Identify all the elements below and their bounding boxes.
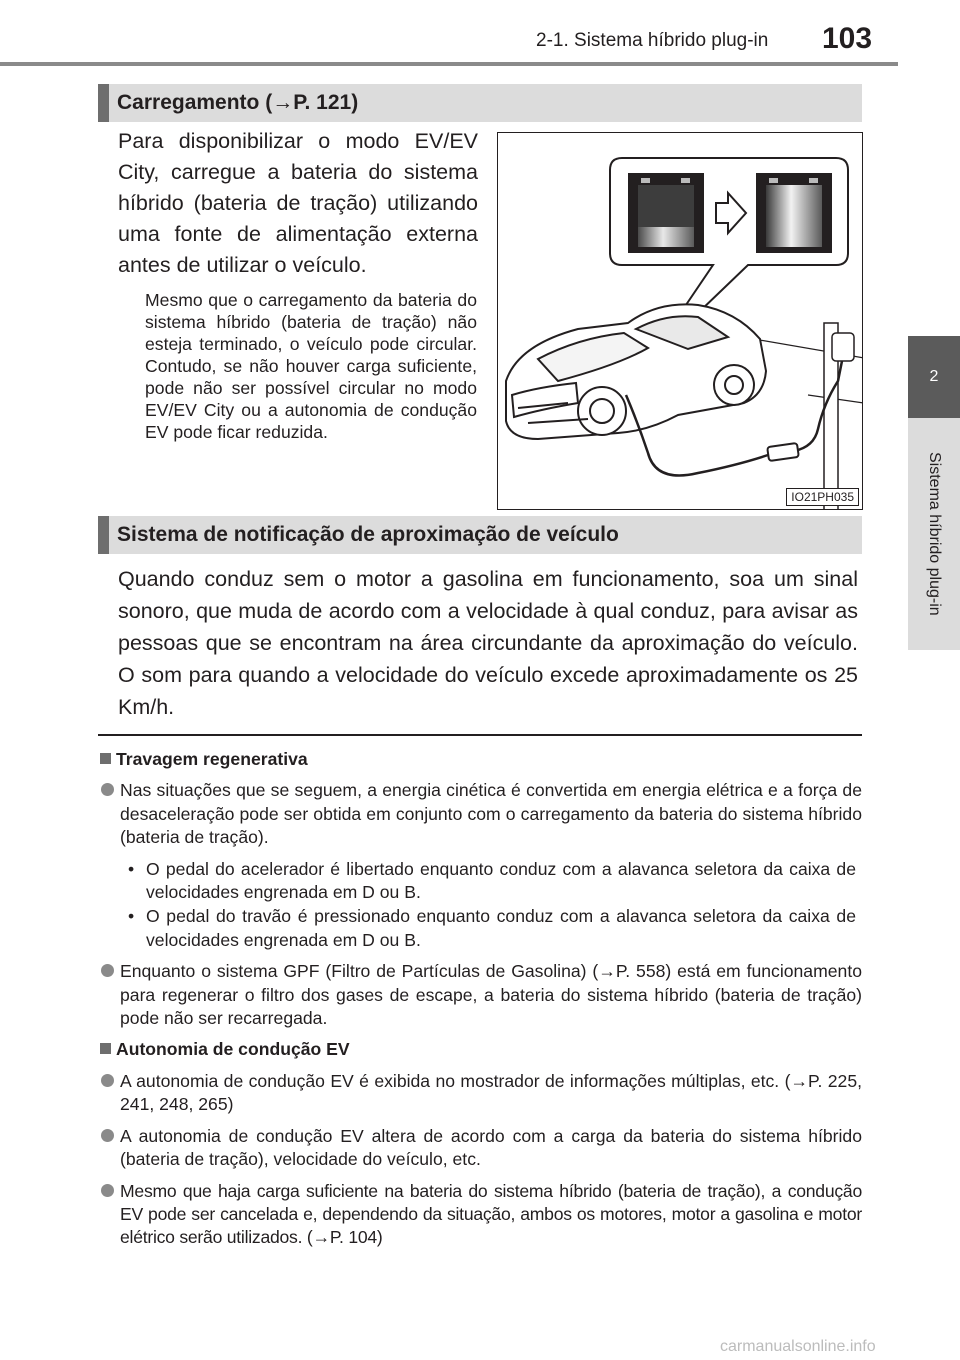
charging-note: Mesmo que o carregamento da bateria do sistema híbrido (bateria de tração) não esteja terminado, o veículo pode circular. Contudo, se não houver carga suficiente, pode não ser possível circular no modo EV/EV City ou a autonomia de condução EV pode ficar reduzida. <box>145 290 477 442</box>
page-number: 103 <box>822 22 873 55</box>
regen-dot-1: • O pedal do acelerador é libertado enquanto conduz com a alavanca seletora da caixa de velocidades engrenada em D ou B. <box>98 858 862 905</box>
chapter-tab-label[interactable] <box>908 418 960 650</box>
figure-code: IO21PH035 <box>786 488 859 506</box>
ev-range-bullet-2: A autonomia de condução EV altera de acordo com a carga da bateria do sistema híbrido (bateria de tração), velocidade do veículo, etc. <box>98 1125 862 1172</box>
regen-bullet-1: Nas situações que se seguem, a energia cinética é convertida em energia elétrica e a força de desaceleração pode ser obtida em conjunto com o carregamento da bateria do sistema híbrido (bateria de tração). <box>98 779 862 849</box>
watermark: carmanualsonline.info <box>720 1338 876 1355</box>
ev-range-bullet-1: A autonomia de condução EV é exibida no mostrador de informações múltiplas, etc. (→P. 225, 241, 248, 265) <box>98 1070 862 1117</box>
regen-bullet-2: Enquanto o sistema GPF (Filtro de Partículas de Gasolina) (→P. 558) está em funcionamento para regenerar o filtro dos gases de escape, a bateria do sistema híbrido (bateria de tração) pode não ser recarregada. <box>98 960 862 1030</box>
charging-illustration <box>497 132 863 510</box>
charging-intro: Para disponibilizar o modo EV/EV City, carregue a bateria do sistema híbrido (bateria de tração) utilizando uma fonte de alimentação externa antes de utilizar o veículo. <box>118 129 478 277</box>
chapter-tab-number[interactable]: 2 <box>908 336 960 418</box>
notification-text: Quando conduz sem o motor a gasolina em funcionamento, soa um sinal sonoro, que muda de acordo com a velocidade à qual conduz, para avisar as pessoas que se encontram na área circundante da aproximação do veículo. O som para quando a velocidade do veículo excede aproximadamente os 25 Km/h. <box>118 567 858 719</box>
battery-low-icon <box>628 173 704 253</box>
car-charging-drawing <box>498 133 863 510</box>
section-rule <box>98 734 862 736</box>
wall-outlet-icon <box>832 333 854 361</box>
charging-heading: Carregamento (→P. 121) <box>98 84 862 122</box>
section-title: 2-1. Sistema híbrido plug-in <box>536 30 769 51</box>
charger-control-box <box>767 443 799 461</box>
notes-block <box>98 748 862 1258</box>
ev-range-title: Autonomia de condução EV <box>98 1038 862 1061</box>
header-rule <box>0 62 898 66</box>
regen-title: Travagem regenerativa <box>98 748 862 771</box>
regen-dot-2: • O pedal do travão é pressionado enquanto conduz com a alavanca seletora da caixa de velocidades engrenada em D ou B. <box>98 905 862 952</box>
notification-heading: Sistema de notificação de aproximação de veículo <box>98 516 862 554</box>
chapter-tab-label-text: Sistema híbrido plug-in <box>926 452 943 616</box>
battery-full-icon <box>756 173 832 253</box>
ev-range-bullet-3: Mesmo que haja carga suficiente na bateria do sistema híbrido (bateria de tração), a condução EV pode ser cancelada e, dependendo da situação, ambos os motores, motor a gasolina e motor elétrico serão utilizados. (→P. 104) <box>98 1180 862 1250</box>
